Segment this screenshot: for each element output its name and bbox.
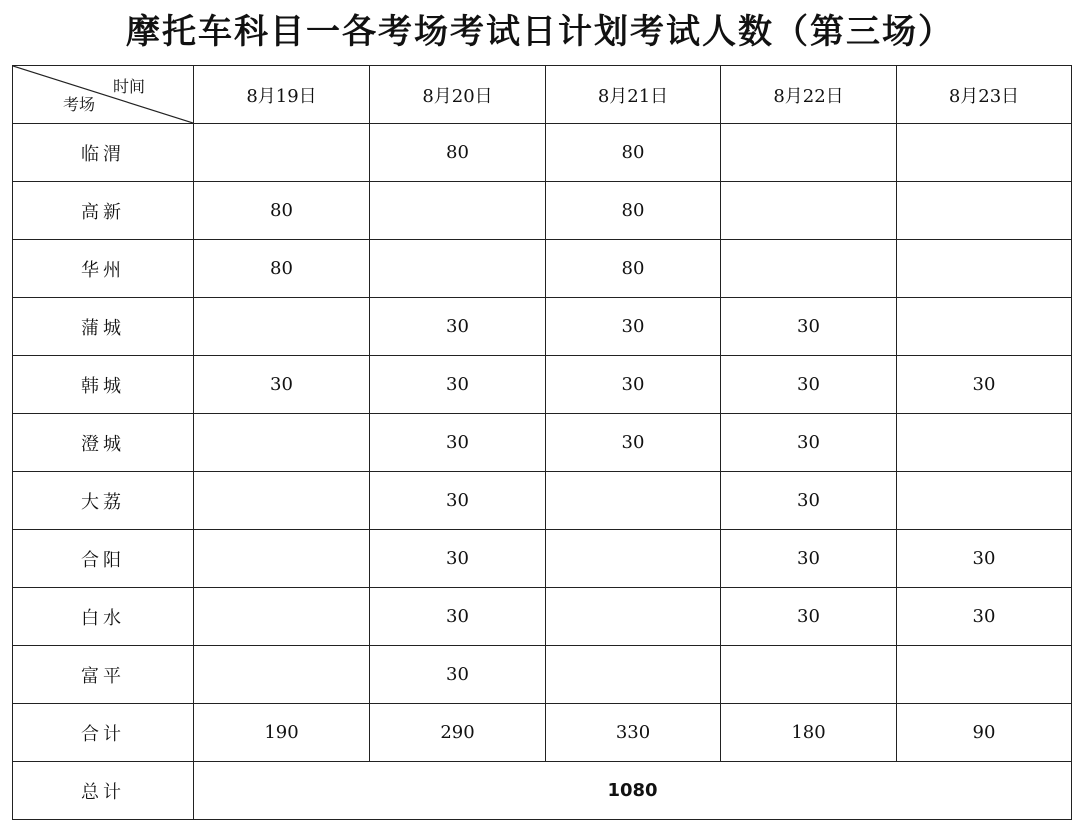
count-cell [897,472,1072,530]
date-header: 8月23日 [897,66,1072,124]
count-cell: 30 [721,298,897,356]
subtotal-cell: 180 [721,704,897,762]
subtotal-cell: 190 [194,704,370,762]
table-row [13,646,1072,704]
count-cell: 30 [370,472,546,530]
page-title: 摩托车科目一各考场考试日计划考试人数（第三场） [126,12,954,52]
header-row [13,66,1072,124]
table-row [13,530,1072,588]
count-cell: 30 [546,298,721,356]
subtotal-row [13,704,1072,762]
count-cell: 30 [370,530,546,588]
table-row [13,240,1072,298]
count-cell [194,124,370,182]
count-cell: 30 [897,588,1072,646]
count-cell: 30 [370,588,546,646]
count-cell [546,588,721,646]
date-header: 8月22日 [721,66,897,124]
date-header: 8月21日 [546,66,721,124]
count-cell [721,240,897,298]
count-cell [370,240,546,298]
count-cell [897,240,1072,298]
count-cell [897,182,1072,240]
count-cell: 30 [721,588,897,646]
date-header: 8月20日 [370,66,546,124]
count-cell [546,472,721,530]
count-cell: 80 [546,182,721,240]
count-cell [546,530,721,588]
count-cell: 80 [194,182,370,240]
site-name: 澄城 [13,414,194,472]
site-name: 白水 [13,588,194,646]
count-cell: 30 [721,530,897,588]
count-cell [897,298,1072,356]
count-cell [897,414,1072,472]
site-name: 临渭 [13,124,194,182]
table-row [13,414,1072,472]
count-cell: 30 [370,646,546,704]
count-cell: 80 [546,124,721,182]
site-name: 蒲城 [13,298,194,356]
count-cell [897,646,1072,704]
count-cell [370,182,546,240]
table-row [13,588,1072,646]
count-cell [721,182,897,240]
count-cell: 30 [546,356,721,414]
site-name: 大荔 [13,472,194,530]
count-cell [721,646,897,704]
diagonal-divider [13,66,193,123]
count-cell: 80 [546,240,721,298]
site-name: 高新 [13,182,194,240]
count-cell: 80 [194,240,370,298]
grand-total-value: 1080 [194,762,1072,820]
exam-schedule-table [12,65,1072,820]
count-cell [721,124,897,182]
table-row [13,182,1072,240]
count-cell: 30 [897,530,1072,588]
site-name: 合阳 [13,530,194,588]
table-row [13,472,1072,530]
count-cell: 30 [721,356,897,414]
subtotal-cell: 290 [370,704,546,762]
count-cell: 80 [370,124,546,182]
corner-cell [13,66,194,124]
count-cell: 30 [546,414,721,472]
count-cell [897,124,1072,182]
date-header: 8月19日 [194,66,370,124]
count-cell: 30 [370,414,546,472]
count-cell [194,414,370,472]
site-name: 华州 [13,240,194,298]
count-cell: 30 [370,298,546,356]
corner-label-time: 时间 [112,77,145,96]
count-cell [194,472,370,530]
count-cell [194,646,370,704]
subtotal-cell: 330 [546,704,721,762]
table-row [13,124,1072,182]
count-cell: 30 [370,356,546,414]
table-row [13,356,1072,414]
grand-total-row [13,762,1072,820]
site-name: 韩城 [13,356,194,414]
corner-label-site: 考场 [63,95,96,114]
count-cell: 30 [721,414,897,472]
count-cell: 30 [721,472,897,530]
site-name: 富平 [13,646,194,704]
count-cell [194,298,370,356]
count-cell [546,646,721,704]
count-cell [194,530,370,588]
grand-total-label: 总计 [13,762,194,820]
table-row [13,298,1072,356]
count-cell: 30 [194,356,370,414]
count-cell [194,588,370,646]
subtotal-cell: 90 [897,704,1072,762]
count-cell: 30 [897,356,1072,414]
subtotal-label: 合计 [13,704,194,762]
